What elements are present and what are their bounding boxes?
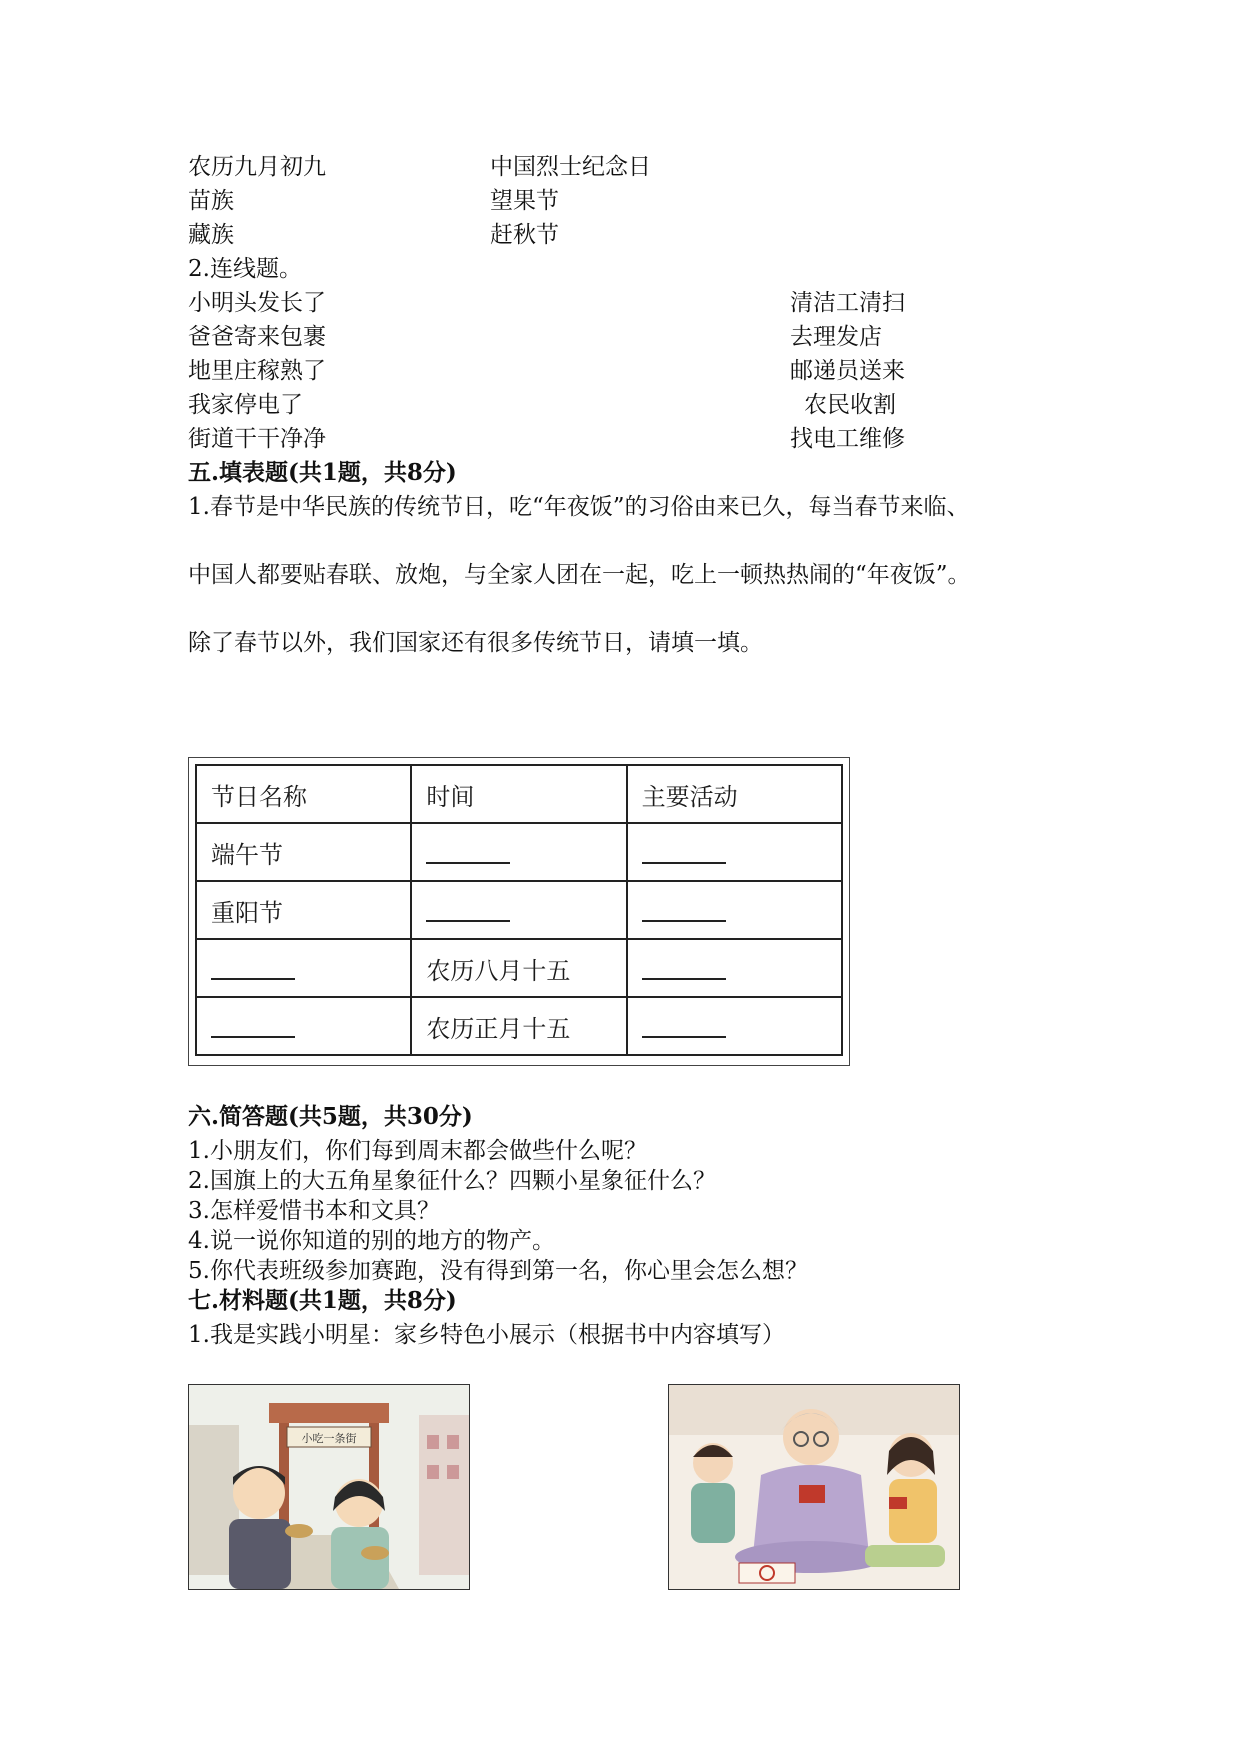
q2-right-2: 邮递员送来 <box>790 358 905 384</box>
q2-left-3: 我家停电了 <box>188 392 303 418</box>
table-header-row <box>196 765 842 823</box>
section5-heading: 五.填表题(共1题，共8分) <box>188 459 457 486</box>
question-3: 3.怎样爱惜书本和文具？ <box>188 1198 440 1224</box>
festival-table-frame <box>188 757 850 1066</box>
question-1: 1.小朋友们，你们每到周末都会做些什么呢？ <box>188 1138 647 1164</box>
match1-right-1: 望果节 <box>490 188 559 214</box>
cell-festival-blank[interactable] <box>196 939 411 997</box>
answer-blank[interactable] <box>426 842 510 864</box>
cell-time: 农历正月十五 <box>411 997 626 1055</box>
question-2: 2.国旗上的大五角星象征什么？四颗小星象征什么？ <box>188 1168 716 1194</box>
cell-festival: 端午节 <box>196 823 411 881</box>
answer-blank[interactable] <box>642 900 726 922</box>
section5-line-1: 1.春节是中华民族的传统节日，吃“年夜饭”的习俗由来已久，每当春节来临、 <box>188 494 970 520</box>
cell-time: 农历八月十五 <box>411 939 626 997</box>
q2-left-1: 爸爸寄来包裹 <box>188 324 326 350</box>
snack-street-drawing <box>189 1385 469 1589</box>
snack-street-illustration <box>188 1384 470 1590</box>
match1-right-2: 赶秋节 <box>490 222 559 248</box>
section5-line-2: 中国人都要贴春联、放炮，与全家人团在一起，吃上一顿热热闹的“年夜饭”。 <box>188 562 971 588</box>
cell-activity-blank[interactable] <box>627 997 842 1055</box>
question-4: 4.说一说你知道的别的地方的物产。 <box>188 1228 555 1254</box>
header-main-activity: 主要活动 <box>627 765 842 823</box>
festival-table <box>195 764 843 1056</box>
match1-left-1: 苗族 <box>188 188 234 214</box>
section6-heading: 六.简答题(共5题，共30分) <box>188 1103 473 1130</box>
answer-blank[interactable] <box>211 958 295 980</box>
q2-title: 2.连线题。 <box>188 256 302 282</box>
paper-cutting-illustration <box>668 1384 960 1590</box>
q2-left-4: 街道干干净净 <box>188 426 326 452</box>
answer-blank[interactable] <box>211 1016 295 1038</box>
q2-right-0: 清洁工清扫 <box>790 290 905 316</box>
match1-left-0: 农历九月初九 <box>188 154 326 180</box>
answer-blank[interactable] <box>642 958 726 980</box>
match1-right-0: 中国烈士纪念日 <box>490 154 651 180</box>
table-row <box>196 823 842 881</box>
q2-left-0: 小明头发长了 <box>188 290 326 316</box>
section5-line-3: 除了春节以外，我们国家还有很多传统节日，请填一填。 <box>188 630 763 656</box>
answer-blank[interactable] <box>642 1016 726 1038</box>
section7-heading: 七.材料题(共1题，共8分) <box>188 1287 457 1314</box>
table-row <box>196 997 842 1055</box>
answer-blank[interactable] <box>426 900 510 922</box>
cell-activity-blank[interactable] <box>627 881 842 939</box>
answer-blank[interactable] <box>642 842 726 864</box>
cell-activity-blank[interactable] <box>627 939 842 997</box>
table-row <box>196 881 842 939</box>
cell-festival-blank[interactable] <box>196 997 411 1055</box>
arch-sign-text: 小吃一条街 <box>301 1432 357 1445</box>
match1-left-2: 藏族 <box>188 222 234 248</box>
q2-right-3: 农民收割 <box>804 392 896 418</box>
question-5: 5.你代表班级参加赛跑，没有得到第一名，你心里会怎么想？ <box>188 1258 808 1284</box>
q2-left-2: 地里庄稼熟了 <box>188 358 326 384</box>
paper-cutting-drawing <box>669 1385 959 1589</box>
table-row <box>196 939 842 997</box>
cell-festival: 重阳节 <box>196 881 411 939</box>
header-festival-name: 节日名称 <box>196 765 411 823</box>
q2-right-1: 去理发店 <box>790 324 882 350</box>
cell-activity-blank[interactable] <box>627 823 842 881</box>
q2-right-4: 找电工维修 <box>790 426 905 452</box>
cell-time-blank[interactable] <box>411 823 626 881</box>
header-time: 时间 <box>411 765 626 823</box>
section7-question: 1.我是实践小明星：家乡特色小展示（根据书中内容填写） <box>188 1322 785 1348</box>
cell-time-blank[interactable] <box>411 881 626 939</box>
